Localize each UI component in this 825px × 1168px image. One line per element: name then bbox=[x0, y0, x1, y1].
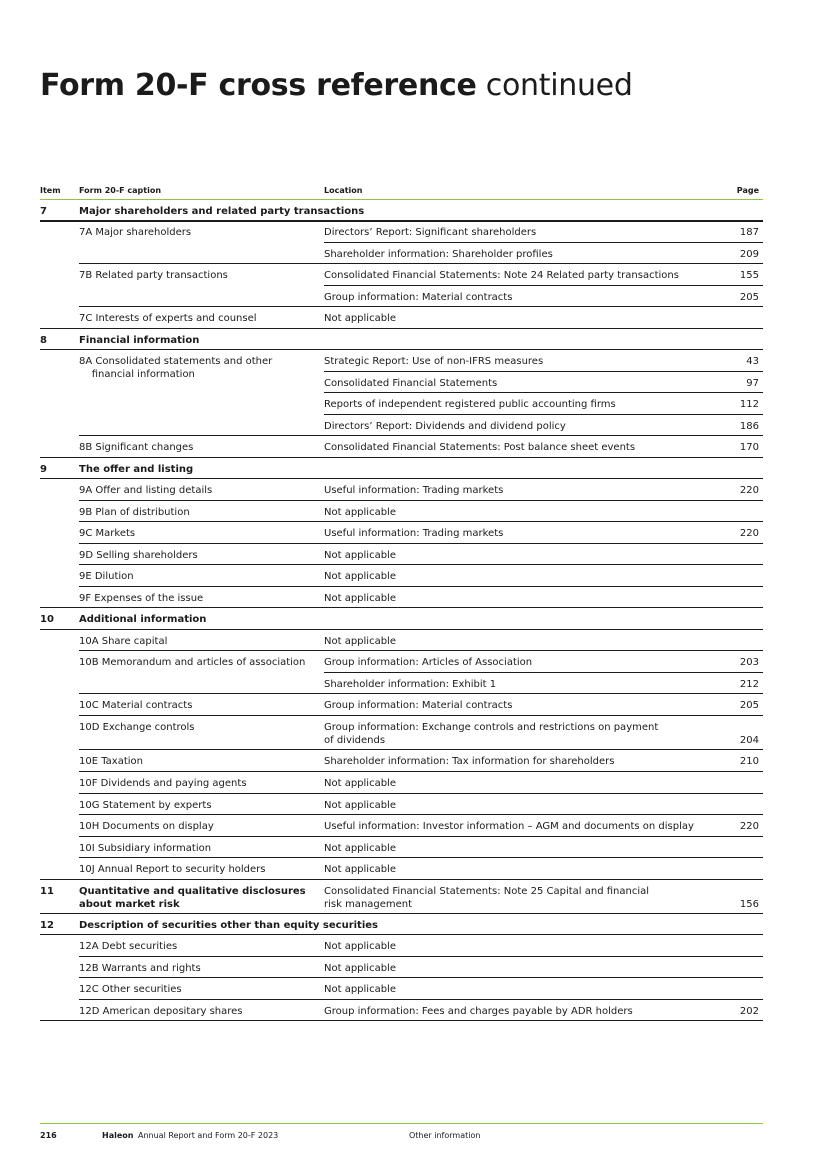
table-row bbox=[40, 243, 763, 264]
section-row bbox=[40, 458, 763, 479]
row-page: 205 bbox=[739, 292, 759, 303]
table-row bbox=[40, 415, 763, 436]
row-caption: 10G Statement by experts bbox=[79, 800, 212, 811]
row-caption: 10D Exchange controls bbox=[79, 722, 195, 733]
row-location: Not applicable bbox=[324, 941, 396, 952]
row-location: Useful information: Investor information – AGM and documents on display bbox=[324, 821, 694, 832]
row-location: Useful information: Trading markets bbox=[324, 528, 504, 539]
row-location: Consolidated Financial Statements: Note 25 Capital and financial risk management bbox=[324, 886, 650, 910]
row-separator bbox=[40, 1020, 763, 1021]
row-caption: 10E Taxation bbox=[79, 756, 144, 767]
table-row bbox=[40, 522, 763, 544]
table-row bbox=[40, 794, 763, 815]
row-location: Consolidated Financial Statements bbox=[324, 378, 498, 389]
row-caption: Major shareholders and related party transactions bbox=[79, 206, 365, 217]
row-location: Useful information: Trading markets bbox=[324, 485, 504, 496]
row-location: Not applicable bbox=[324, 843, 396, 854]
footer-brand: Haleon bbox=[102, 1131, 134, 1140]
row-caption: Additional information bbox=[79, 614, 207, 625]
row-caption: Description of securities other than equity securities bbox=[79, 920, 378, 931]
table-row bbox=[40, 372, 763, 393]
header-caption: Form 20-F caption bbox=[79, 186, 162, 195]
row-item: 11 bbox=[40, 886, 54, 897]
row-page: 112 bbox=[739, 399, 759, 410]
header-location: Location bbox=[324, 186, 363, 195]
table-row bbox=[40, 587, 763, 608]
row-item: 9 bbox=[40, 464, 47, 475]
row-location: Not applicable bbox=[324, 778, 396, 789]
section-row bbox=[40, 914, 763, 935]
row-page: 97 bbox=[746, 378, 759, 389]
row-page: 212 bbox=[739, 679, 759, 690]
row-page: 202 bbox=[739, 1006, 759, 1017]
table-row bbox=[40, 837, 763, 858]
row-caption: 12A Debt securities bbox=[79, 941, 178, 952]
row-caption: 7B Related party transactions bbox=[79, 270, 228, 281]
page-title-continued: continued bbox=[485, 68, 633, 103]
table-row bbox=[40, 673, 763, 694]
table-row bbox=[40, 750, 763, 772]
row-caption: 12B Warrants and rights bbox=[79, 963, 201, 974]
row-caption: The offer and listing bbox=[79, 464, 194, 475]
row-caption: 8A Consolidated statements and other financial information bbox=[79, 356, 273, 380]
row-page: 186 bbox=[739, 421, 759, 432]
row-location: Group information: Exchange controls and restrictions on payment of dividends bbox=[324, 722, 659, 746]
table-row bbox=[40, 264, 763, 286]
row-location: Group information: Material contracts bbox=[324, 700, 513, 711]
row-caption: 8B Significant changes bbox=[79, 442, 194, 453]
row-caption: Quantitative and qualitative disclosures about market risk bbox=[79, 886, 306, 910]
section-row bbox=[40, 329, 763, 350]
row-location: Group information: Articles of Association bbox=[324, 657, 533, 668]
row-location: Consolidated Financial Statements: Note 24 Related party transactions bbox=[324, 270, 679, 281]
table-row bbox=[40, 935, 763, 957]
row-caption: 10J Annual Report to security holders bbox=[79, 864, 266, 875]
row-caption: 7C Interests of experts and counsel bbox=[79, 313, 257, 324]
table-row bbox=[40, 286, 763, 307]
table-row bbox=[40, 1000, 763, 1021]
row-location: Not applicable bbox=[324, 984, 396, 995]
row-location: Not applicable bbox=[324, 593, 396, 604]
table-row bbox=[40, 501, 763, 522]
row-caption: 9C Markets bbox=[79, 528, 136, 539]
header-page: Page bbox=[736, 186, 759, 195]
row-caption: 10H Documents on display bbox=[79, 821, 214, 832]
row-page: 220 bbox=[739, 821, 759, 832]
row-page: 43 bbox=[746, 356, 759, 367]
row-location: Directors’ Report: Dividends and dividend policy bbox=[324, 421, 566, 432]
row-page: 203 bbox=[739, 657, 759, 668]
row-location: Not applicable bbox=[324, 636, 396, 647]
footer-page-number: 216 bbox=[40, 1131, 57, 1140]
table-row bbox=[40, 716, 763, 750]
section-row bbox=[40, 608, 763, 630]
table-row bbox=[40, 565, 763, 587]
page-title-main: Form 20-F cross reference bbox=[40, 68, 477, 103]
row-location: Not applicable bbox=[324, 864, 396, 875]
row-page: 210 bbox=[739, 756, 759, 767]
row-location: Shareholder information: Tax information for shareholders bbox=[324, 756, 615, 767]
table-row bbox=[40, 630, 763, 651]
row-item: 7 bbox=[40, 206, 47, 217]
footer-section: Other information bbox=[409, 1131, 481, 1140]
row-location: Not applicable bbox=[324, 507, 396, 518]
row-caption: 10C Material contracts bbox=[79, 700, 193, 711]
row-caption: Financial information bbox=[79, 335, 200, 346]
row-location: Not applicable bbox=[324, 800, 396, 811]
table-row bbox=[40, 694, 763, 716]
row-caption: 9A Offer and listing details bbox=[79, 485, 213, 496]
row-item: 10 bbox=[40, 614, 54, 625]
table-row bbox=[40, 307, 763, 329]
table-row bbox=[40, 544, 763, 565]
row-page: 155 bbox=[739, 270, 759, 281]
table-row bbox=[40, 350, 763, 380]
table-row bbox=[40, 221, 763, 243]
cross-reference-table bbox=[40, 200, 763, 1021]
table-row bbox=[40, 436, 763, 458]
row-location: Not applicable bbox=[324, 963, 396, 974]
row-caption: 9D Selling shareholders bbox=[79, 550, 198, 561]
page-footer bbox=[40, 1123, 763, 1143]
table-row bbox=[40, 978, 763, 1000]
row-location: Not applicable bbox=[324, 571, 396, 582]
table-row bbox=[40, 479, 763, 501]
row-caption: 10B Memorandum and articles of association bbox=[79, 657, 306, 668]
row-page: 220 bbox=[739, 485, 759, 496]
row-location: Group information: Fees and charges payable by ADR holders bbox=[324, 1006, 633, 1017]
row-page: 220 bbox=[739, 528, 759, 539]
row-location: Not applicable bbox=[324, 550, 396, 561]
table-row bbox=[40, 957, 763, 978]
row-location: Shareholder information: Exhibit 1 bbox=[324, 679, 497, 690]
table-row bbox=[40, 651, 763, 673]
row-location: Strategic Report: Use of non-IFRS measures bbox=[324, 356, 544, 367]
row-location: Not applicable bbox=[324, 313, 396, 324]
row-item: 8 bbox=[40, 335, 47, 346]
row-page: 156 bbox=[739, 899, 759, 910]
row-caption: 12C Other securities bbox=[79, 984, 182, 995]
row-location: Consolidated Financial Statements: Post balance sheet events bbox=[324, 442, 636, 453]
row-caption: 10F Dividends and paying agents bbox=[79, 778, 247, 789]
row-location: Reports of independent registered public accounting firms bbox=[324, 399, 616, 410]
row-caption: 9E Dilution bbox=[79, 571, 134, 582]
row-caption: 12D American depositary shares bbox=[79, 1006, 243, 1017]
section-row bbox=[40, 200, 763, 221]
row-page: 187 bbox=[739, 227, 759, 238]
row-item: 12 bbox=[40, 920, 54, 931]
page-title bbox=[40, 66, 633, 106]
footer-report-title: Annual Report and Form 20-F 2023 bbox=[138, 1131, 279, 1140]
table-row bbox=[40, 772, 763, 794]
header-item: Item bbox=[40, 186, 61, 195]
row-location: Directors’ Report: Significant shareholders bbox=[324, 227, 537, 238]
row-page: 204 bbox=[739, 735, 759, 746]
row-location: Shareholder information: Shareholder profiles bbox=[324, 249, 553, 260]
row-caption: 7A Major shareholders bbox=[79, 227, 192, 238]
row-caption: 10A Share capital bbox=[79, 636, 168, 647]
table-header bbox=[40, 184, 763, 200]
row-caption: 9F Expenses of the issue bbox=[79, 593, 204, 604]
table-row bbox=[40, 858, 763, 880]
row-caption: 10I Subsidiary information bbox=[79, 843, 212, 854]
row-caption: 9B Plan of distribution bbox=[79, 507, 190, 518]
row-page: 205 bbox=[739, 700, 759, 711]
row-location: Group information: Material contracts bbox=[324, 292, 513, 303]
row-page: 170 bbox=[739, 442, 759, 453]
section-row bbox=[40, 880, 763, 914]
table-row bbox=[40, 393, 763, 415]
table-row bbox=[40, 815, 763, 837]
row-page: 209 bbox=[739, 249, 759, 260]
